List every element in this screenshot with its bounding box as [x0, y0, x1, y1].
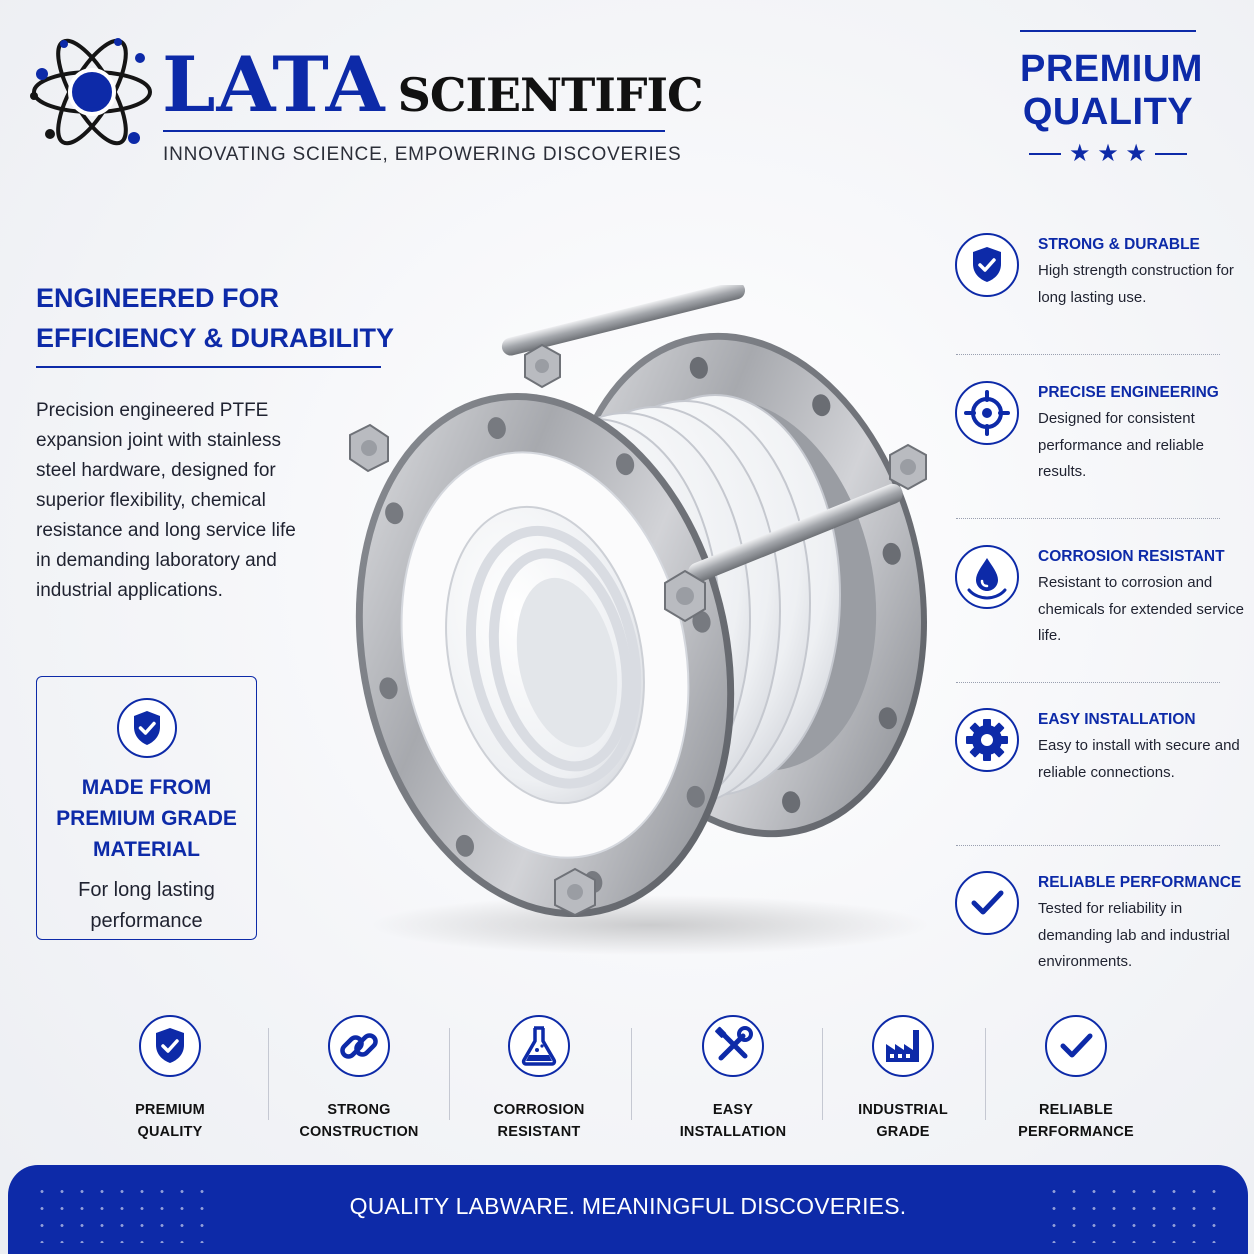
- premium-quality-badge: [1020, 30, 1203, 167]
- bottom-separator: [985, 1028, 986, 1120]
- material-callout: [36, 676, 257, 940]
- feature-text: Resistant to corrosion and chemicals for extended service life.: [1038, 574, 1244, 644]
- bottom-feature-industrial-grade: [818, 1014, 988, 1143]
- tools-icon: [701, 1014, 765, 1078]
- bottom-feature-reliable-performance: [991, 1014, 1161, 1143]
- feature-title: RELIABLE PERFORMANCE: [1038, 874, 1242, 891]
- bottom-separator: [631, 1028, 632, 1120]
- badge-stars: [1020, 142, 1196, 166]
- feature-text: Designed for consistent performance and reliable results.: [1038, 410, 1204, 480]
- label-line: QUALITY: [137, 1124, 203, 1140]
- bottom-feature-label: [648, 1099, 818, 1143]
- footer-slogan: QUALITY LABWARE. MEANINGFUL DISCOVERIES.: [349, 1193, 907, 1219]
- brand-divider: [163, 130, 665, 132]
- feature-title: PRECISE ENGINEERING: [1038, 384, 1219, 401]
- brand-name-main: LATA: [162, 40, 386, 129]
- feature-divider: [956, 682, 1220, 683]
- shield-check-icon: [954, 232, 1020, 298]
- atom-icon: [30, 30, 155, 155]
- brand-tagline: INNOVATING SCIENCE, EMPOWERING DISCOVERIES: [163, 144, 682, 165]
- badge-title: PREMIUM QUALITY: [1020, 48, 1203, 133]
- bottom-feature-label: [818, 1099, 988, 1143]
- bottom-separator: [268, 1028, 269, 1120]
- bottom-separator: [449, 1028, 450, 1120]
- shield-check-icon: [116, 697, 178, 759]
- feature-text: High strength construction for long lasting use.: [1038, 262, 1234, 306]
- bottom-feature-label: [85, 1099, 255, 1143]
- check-icon: [1044, 1014, 1108, 1078]
- label-line: INDUSTRIAL: [858, 1102, 948, 1118]
- flask-icon: [507, 1014, 571, 1078]
- shield-check-icon: [138, 1014, 202, 1078]
- bottom-feature-easy-installation: [648, 1014, 818, 1143]
- check-icon: [954, 870, 1020, 936]
- brand-name: [162, 40, 703, 129]
- label-line: INSTALLATION: [679, 1124, 787, 1140]
- factory-icon: [871, 1014, 935, 1078]
- label-line: CORROSION: [493, 1102, 585, 1118]
- feature-title: CORROSION RESISTANT: [1038, 548, 1225, 565]
- crosshair-icon: [954, 380, 1020, 446]
- star-rating: ★ ★ ★: [1069, 140, 1147, 167]
- material-callout-subtitle: For long lasting performance: [78, 879, 215, 932]
- hero-headline-line2: EFFICIENCY & DURABILITY: [36, 323, 395, 353]
- hero-description: Precision engineered PTFE expansion joint with stainless steel hardware, designed for superior flexibility, chemical resistance and long service life in demanding laboratory and industrial applications.: [36, 400, 296, 601]
- bottom-feature-strong-construction: [274, 1014, 444, 1143]
- brand-name-secondary: SCIENTIFIC: [397, 68, 703, 122]
- bottom-feature-label: [991, 1099, 1161, 1143]
- bottom-feature-label: [454, 1099, 624, 1143]
- label-line: RESISTANT: [497, 1124, 581, 1140]
- brand-logo: [30, 30, 703, 170]
- feature-divider: [956, 845, 1220, 846]
- feature-text: Tested for reliability in demanding lab and industrial environments.: [1038, 900, 1230, 970]
- ptfe-expansion-joint-image: [320, 285, 960, 965]
- label-line: GRADE: [876, 1124, 930, 1140]
- label-line: RELIABLE: [1038, 1102, 1114, 1118]
- badge-top-rule: [1020, 30, 1196, 32]
- label-line: STRONG: [327, 1102, 391, 1118]
- footer-banner: [8, 1165, 1248, 1254]
- drop-icon: [954, 544, 1020, 610]
- bottom-feature-premium-quality: [85, 1014, 255, 1143]
- feature-title: STRONG & DURABLE: [1038, 236, 1200, 253]
- feature-title: EASY INSTALLATION: [1038, 711, 1196, 728]
- chain-link-icon: [327, 1014, 391, 1078]
- feature-text: Easy to install with secure and reliable connections.: [1038, 737, 1240, 781]
- feature-divider: [956, 518, 1220, 519]
- bottom-feature-corrosion-resistant: [454, 1014, 624, 1143]
- label-line: PERFORMANCE: [1018, 1124, 1134, 1140]
- hero-headline-line1: ENGINEERED FOR: [36, 283, 280, 313]
- label-line: CONSTRUCTION: [299, 1124, 419, 1140]
- label-line: EASY: [712, 1102, 754, 1118]
- bottom-feature-label: [274, 1099, 444, 1143]
- feature-divider: [956, 354, 1220, 355]
- material-callout-title: MADE FROM PREMIUM GRADE MATERIAL: [56, 776, 237, 861]
- label-line: PREMIUM: [135, 1102, 205, 1118]
- gear-icon: [954, 707, 1020, 773]
